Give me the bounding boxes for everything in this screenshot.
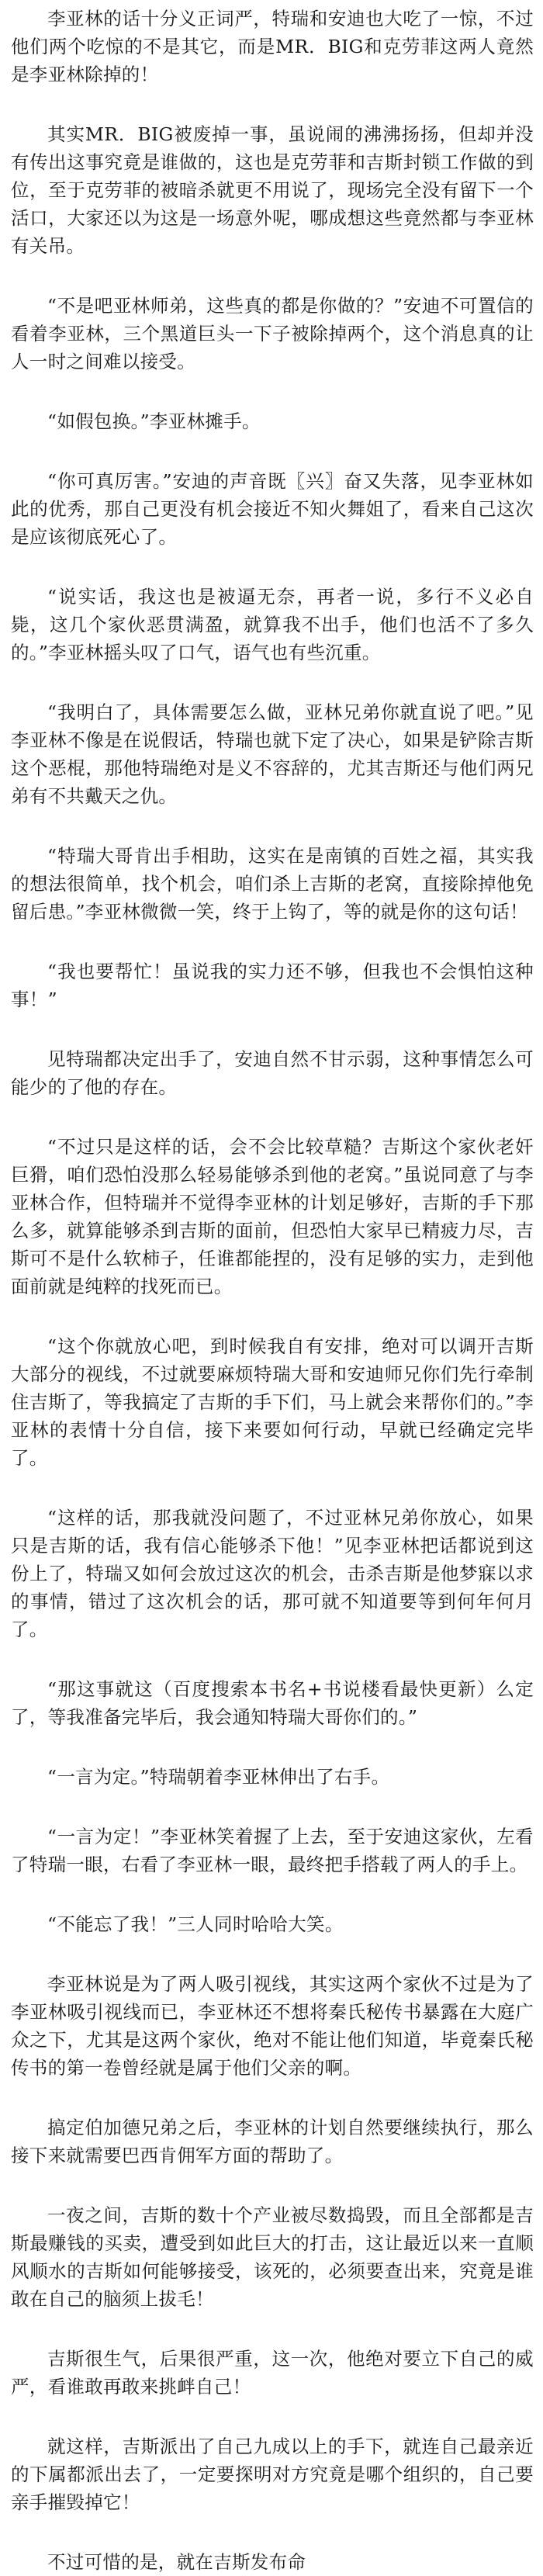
paragraph-17: “不能忘了我！”三人同时哈哈大笑。 xyxy=(47,1913,344,1935)
paragraph-2: 其实MR．BIG被废掉一事，虽说闹的沸沸扬扬，但却并没有传出这事究竟是谁做的，这也是克劳菲和吉斯封锁工作做的到位，至于克劳菲的被暗杀就更不用说了，现场完全没有留下一个活口，大家还以为这是一场意外呢，哪成想这些竟然都与李亚林有关吊。 xyxy=(11,123,534,257)
paragraph-21: 吉斯很生气，后果很严重，这一次，他绝对要立下自己的威严，看谁敢再敢来挑衅自己！ xyxy=(11,2348,534,2398)
paragraph-15: “一言为定。”特瑞朝着李亚林伸出了右手。 xyxy=(47,1766,390,1788)
paragraph-10: 见特瑞都决定出手了，安迪自然不甘示弱，这种事情怎么可能少的了他的存在。 xyxy=(11,1048,534,1098)
paragraph-6: “说实话，我这也是被逼无奈，再者一说，多行不义必自毙，这几个家伙恶贯满盈，就算我不出手，他们也活不了多久的。”李亚林摇头叹了口气，语气也有些沉重。 xyxy=(11,586,534,663)
paragraph-13: “这样的话，那我就没问题了，不过亚林兄弟你放心，如果只是吉斯的话，我有信心能够杀下他！”见李亚林把话都说到这份上了，特瑞又如何会放过这次的机会，击杀吉斯是他梦寐以求的事情，错过了这次机会的话，那可就不知道要等到何年何月了。 xyxy=(11,1507,534,1640)
paragraph-11: “不过只是这样的话，会不会比较草糙？吉斯这个家伙老奸巨猾，咱们恐怕没那么轻易能够杀到他的老窝。”虽说同意了与李亚林合作，但特瑞并不觉得李亚林的计划足够好，吉斯的手下那么多，就算能够杀到吉斯的面前，但恐怕大家早已精疲力尽，吉斯可不是什么软柿子，任谁都能捏的，没有足够的实力，走到他面前就是纯粹的找死而已。 xyxy=(11,1136,534,1297)
paragraph-5: “你可真厉害。”安迪的声音既〖兴〗奋又失落，见李亚林如此的优秀，那自己更没有机会接近不知火舞姐了，看来自己这次是应该彻底死心了。 xyxy=(11,470,534,548)
paragraph-16: “一言为定！”李亚林笑着握了上去，至于安迪这家伙，左看了特瑞一眼，右看了李亚林一眼，最终把手搭载了两人的手上。 xyxy=(11,1826,534,1875)
paragraph-23: 不过可惜的是，就在吉斯发布命 xyxy=(47,2551,306,2573)
paragraph-1: 李亚林的话十分义正词严，特瑞和安迪也大吃了一惊，不过他们两个吃惊的不是其它，而是MR．BIG和克劳菲这两人竟然是李亚林除掉的！ xyxy=(11,8,534,85)
paragraph-7: “我明白了，具体需要怎么做，亚林兄弟你就直说了吧。”见李亚林不像是在说假话，特瑞也就下定了决心，如果是铲除吉斯这个恶棍，那他特瑞绝对是义不容辞的，尤其吉斯还与他们两兄弟有不共戴天之仇。 xyxy=(11,701,534,807)
paragraph-9: “我也要帮忙！虽说我的实力还不够，但我也不会惧怕这种事！” xyxy=(11,961,534,1010)
paragraph-20: 一夜之间，吉斯的数十个产业被尽数捣毁，而且全部都是吉斯最赚钱的买卖，遭受到如此巨大的打击，这让最近以来一直顺风顺水的吉斯如何能够接受，该死的，必须要查出来，究竟是谁敢在自己的脑须上拔毛！ xyxy=(11,2204,534,2310)
paragraph-4: “如假包换。”李亚林摊手。 xyxy=(47,410,261,432)
paragraph-14: “那这事就这（百度搜索本书名+书说楼看最快更新）么定了，等我准备完毕后，我会通知特瑞大哥你们的。” xyxy=(11,1678,534,1728)
paragraph-3: “不是吧亚林师弟，这些真的都是你做的？”安迪不可置信的看着李亚林，三个黑道巨头一下子被除掉两个，这个消息真的让人一时之间难以接受。 xyxy=(11,295,534,372)
paragraph-8: “特瑞大哥肯出手相助，这实在是南镇的百姓之福，其实我的想法很简单，找个机会，咱们杀上吉斯的老窝，直接除掉他免留后患。”李亚林微微一笑，终于上钩了，等的就是你的这句话！ xyxy=(11,845,534,923)
paragraph-18: 李亚林说是为了两人吸引视线，其实这两个家伙不过是为了李亚林吸引视线而已，李亚林还不想将秦氏秘传书暴露在大庭广众之下，尤其是这两个家伙，绝对不能让他们知道，毕竟秦氏秘传书的第一卷曾经就是属于他们父亲的啊。 xyxy=(11,1973,534,2079)
paragraph-12: “这个你就放心吧，到时候我自有安排，绝对可以调开吉斯大部分的视线，不过就要麻烦特瑞大哥和安迪师兄你们先行牵制住吉斯了，等我搞定了吉斯的手下们，马上就会来帮你们的。”李亚林的表情十分自信，接下来要如何行动，早就已经确定完毕了。 xyxy=(11,1335,534,1469)
paragraph-19: 搞定伯加德兄弟之后，李亚林的计划自然要继续执行，那么接下来就需要巴西肯佣军方面的帮助了。 xyxy=(11,2117,534,2166)
paragraph-22: 就这样，吉斯派出了自己九成以上的手下，就连自己最亲近的下属都派出去了，一定要探明对方究竟是哪个组织的，自己要亲手摧毁掉它！ xyxy=(11,2436,534,2513)
